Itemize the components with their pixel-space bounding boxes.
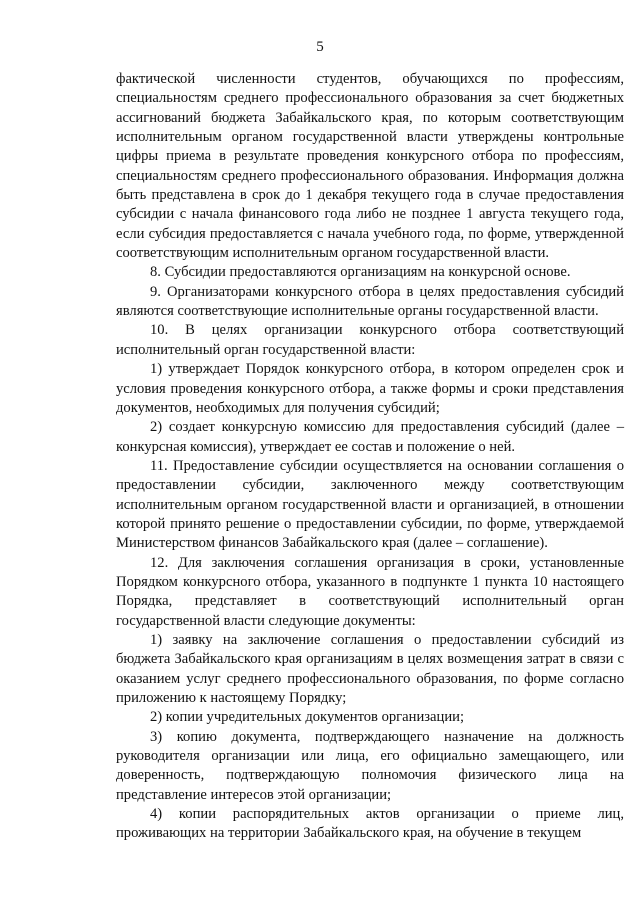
- paragraph: 4) копии распорядительных актов организации о приеме лиц, проживающих на территории Забайкальского края, на обучение в текущем: [116, 806, 624, 842]
- page-number: 5: [316, 39, 324, 55]
- paragraph: 12. Для заключения соглашения организация в сроки, установленные Порядком конкурсного отбора, указанного в подпункте 1 пункта 10 настоящего Порядка, представляет в соответствующий исполнительный орган государственной власти следующие документы:: [116, 554, 624, 629]
- paragraph: 8. Субсидии предоставляются организациям на конкурсной основе.: [150, 264, 571, 281]
- paragraph: 1) утверждает Порядок конкурсного отбора, в котором определен срок и условия проведения конкурсного отбора, а также формы и сроки представления документов, необходимых для получения субсидий;: [116, 361, 624, 416]
- paragraph: 10. В целях организации конкурсного отбора соответствующий исполнительный орган государственной власти:: [116, 322, 624, 358]
- paragraph: 11. Предоставление субсидии осуществляется на основании соглашения о предоставлении субсидии, заключенного между соответствующим исполнительным органом государственной власти и организацией, в отношении которой принято решение о предоставлении субсидии, по форме, утверждаемой Министерством финансов Забайкальского края (далее – соглашение).: [116, 457, 624, 552]
- paragraph: 2) создает конкурсную комиссию для предоставления субсидий (далее – конкурсная комиссия), утверждает ее состав и положение о ней.: [116, 419, 624, 455]
- paragraph: 3) копию документа, подтверждающего назначение на должность руководителя организации или лица, его официально замещающего, или доверенность, подтверждающую полномочия физического лица на представление интересов этой организации;: [116, 728, 624, 803]
- paragraph: 1) заявку на заключение соглашения о предоставлении субсидий из бюджета Забайкальского края организациям в целях возмещения затрат в связи с оказанием услуг среднего профессионального образования, по форме согласно приложению к настоящему Порядку;: [116, 631, 624, 706]
- paragraph: фактической численности студентов, обучающихся по профессиям, специальностям среднего профессионального образования за счет бюджетных ассигнований бюджета Забайкальского края, по которым соответствующим исполнительным органом государственной власти утверждены контрольные цифры приема в результате проведения конкурсного отбора по профессиям, специальностям среднего профессионального образования. Информация должна быть представлена в срок до 1 декабря текущего года в случае предоставления субсидии с начала финансового года либо не позднее 1 августа текущего года, если субсидия предоставляется с начала учебного года, по форме, утвержденной соответствующим исполнительным органом государственной власти.: [116, 71, 624, 262]
- paragraph: 9. Организаторами конкурсного отбора в целях предоставления субсидий являются соответствующие исполнительные органы государственной власти.: [116, 283, 624, 320]
- document-body: [116, 70, 624, 844]
- paragraph: 2) копии учредительных документов организации;: [150, 709, 464, 726]
